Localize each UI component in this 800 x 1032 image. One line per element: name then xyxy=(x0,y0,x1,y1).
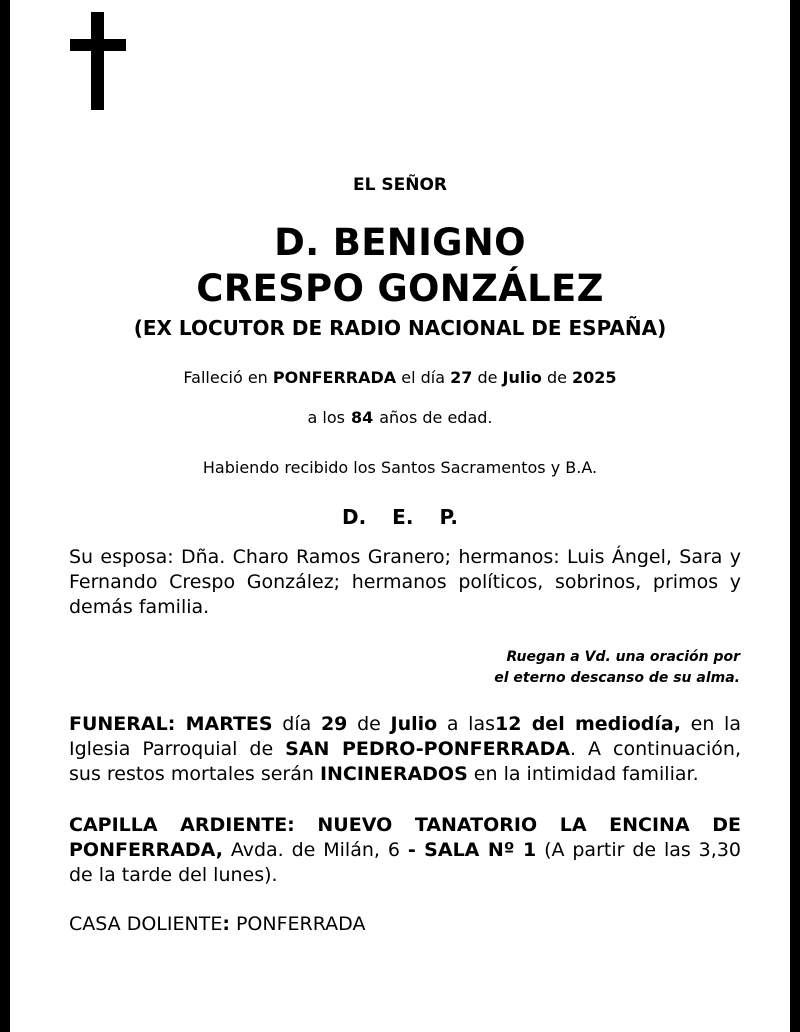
age-line: a los 84 años de edad. xyxy=(307,408,493,427)
family-paragraph: Su esposa: Dña. Charo Ramos Granero; hermanos: Luis Ángel, Sara y Fernando Crespo González; hermanos políticos, sobrinos, primos y demás familia. xyxy=(69,546,741,618)
death-month: Julio xyxy=(502,368,542,387)
death-place: PONFERRADA xyxy=(272,368,397,387)
deceased-role: (EX LOCUTOR DE RADIO NACIONAL DE ESPAÑA) xyxy=(133,316,667,340)
deceased-name-line2: CRESPO GONZÁLEZ xyxy=(196,267,604,310)
funeral-paragraph: FUNERAL: MARTES día 29 de Julio a las12 del mediodía, en la Iglesia Parroquial de SAN PEDRO-PONFERRADA. A continuación, sus restos mortales serán INCINERADOS en la intimidad familiar. xyxy=(69,713,742,785)
age-years: 84 xyxy=(350,408,374,427)
prayer-line2: el eterno descanso de su alma. xyxy=(494,670,740,686)
sacraments-line: Habiendo recibido los Santos Sacramentos y B.A. xyxy=(202,458,598,477)
prayer-note xyxy=(494,647,740,689)
capilla-paragraph: CAPILLA ARDIENTE: NUEVO TANATORIO LA ENCINA DE PONFERRADA, Avda. de Milán, 6 - SALA Nº 1 (A partir de las 3,30 de la tarde del lunes). xyxy=(69,814,742,886)
deceased-name-line1: D. BENIGNO xyxy=(274,221,526,264)
title: EL SEÑOR xyxy=(353,175,447,195)
death-day: 27 xyxy=(450,368,473,387)
latin-cross-icon xyxy=(68,12,128,110)
death-year: 2025 xyxy=(572,368,617,387)
prayer-line1: Ruegan a Vd. una oración por xyxy=(506,649,740,665)
death-line: Falleció en PONFERRADA el día 27 de Julio de 2025 xyxy=(183,368,617,387)
casa-doliente: CASA DOLIENTE: PONFERRADA xyxy=(69,913,366,935)
dep-line: D. E. P. xyxy=(341,505,459,529)
